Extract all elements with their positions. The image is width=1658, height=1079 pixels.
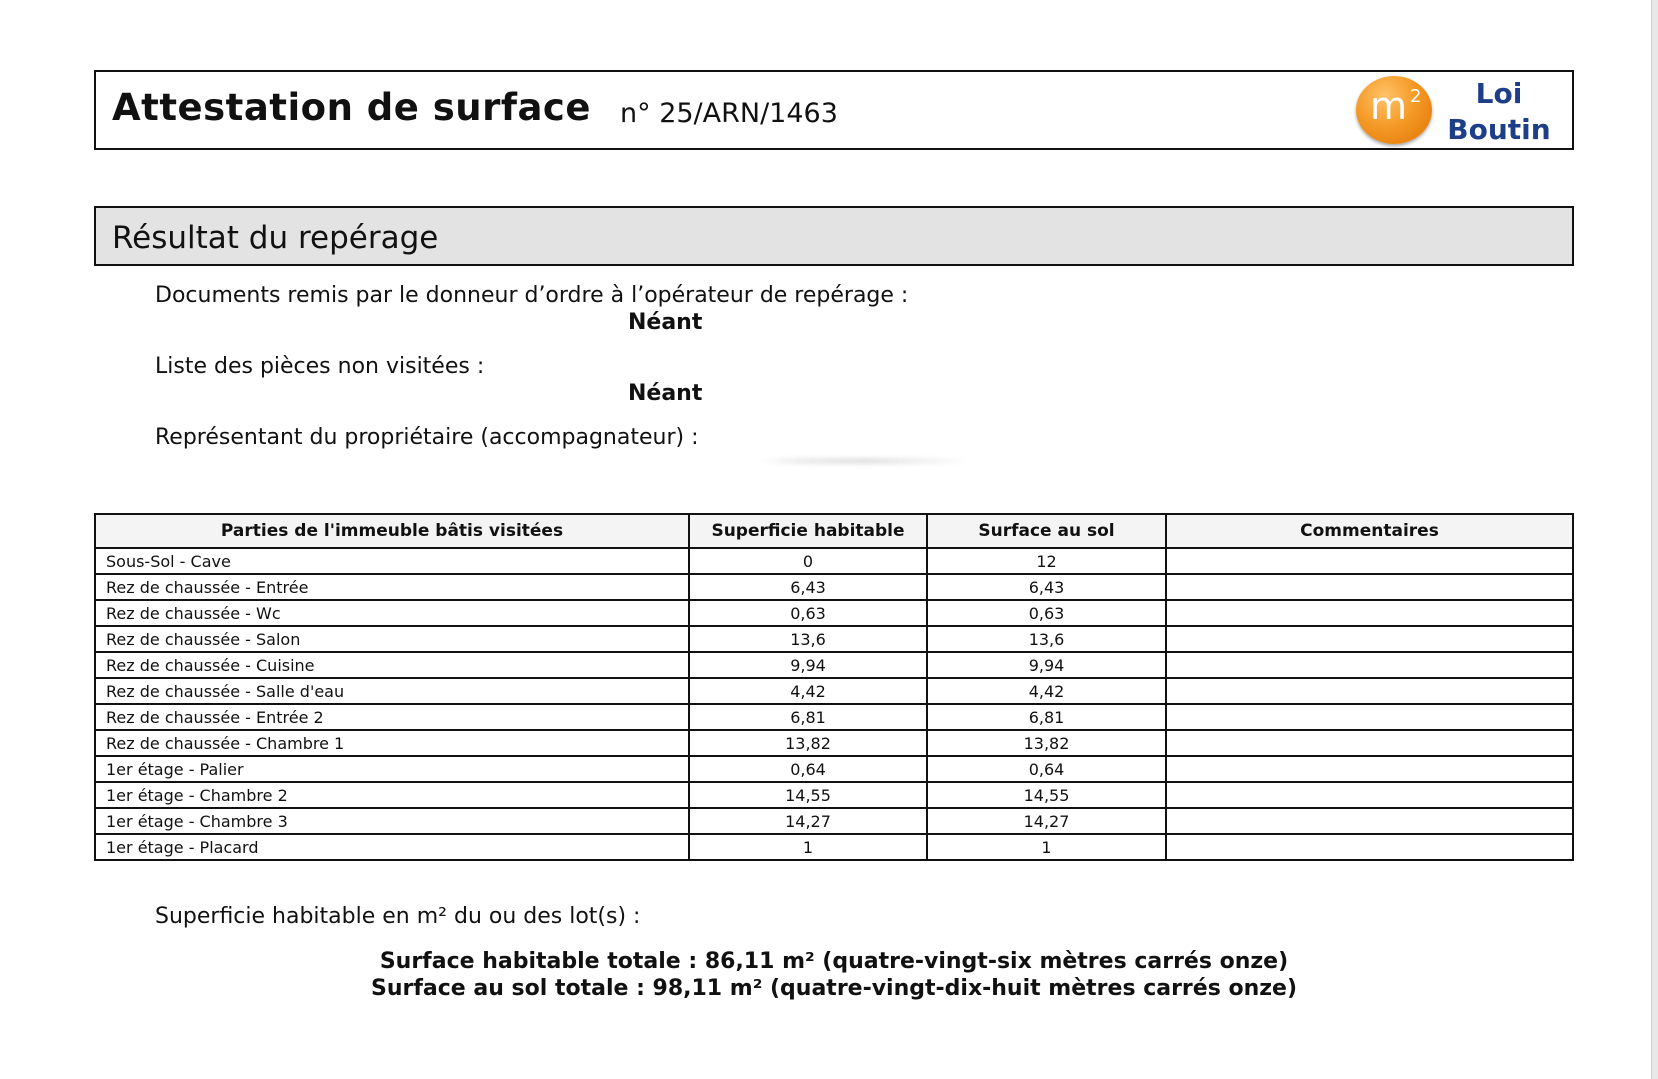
non-visited-label: Liste des pièces non visitées : — [155, 354, 485, 379]
cell-habitable: 4,42 — [689, 678, 927, 704]
page-title: Attestation de surface — [112, 86, 591, 129]
total-habitable: Surface habitable totale : 86,11 m² (quatre-vingt-six mètres carrés onze) — [379, 949, 1289, 974]
cell-sol: 0,63 — [927, 600, 1166, 626]
cell-sol: 14,55 — [927, 782, 1166, 808]
table-row — [95, 626, 1573, 652]
section-title: Résultat du repérage — [112, 220, 439, 256]
cell-sol: 6,81 — [927, 704, 1166, 730]
cell-part: Rez de chaussée - Wc — [95, 600, 689, 626]
cell-comment — [1166, 600, 1573, 626]
scrollbar-edge[interactable] — [1651, 0, 1658, 1079]
cell-part: 1er étage - Palier — [95, 756, 689, 782]
cell-part: Rez de chaussée - Salle d'eau — [95, 678, 689, 704]
cell-sol: 13,82 — [927, 730, 1166, 756]
table-row — [95, 808, 1573, 834]
redacted-representative — [760, 458, 970, 464]
cell-part: Rez de chaussée - Cuisine — [95, 652, 689, 678]
logo-text — [1444, 76, 1554, 148]
table-header-row — [95, 514, 1573, 548]
cell-part: Rez de chaussée - Chambre 1 — [95, 730, 689, 756]
table-row — [95, 834, 1573, 860]
documents-label: Documents remis par le donneur d’ordre à l’opérateur de repérage : — [155, 283, 909, 308]
cell-comment — [1166, 808, 1573, 834]
header-habitable: Superficie habitable — [689, 514, 927, 548]
cell-sol: 13,6 — [927, 626, 1166, 652]
non-visited-value: Néant — [628, 381, 703, 406]
cell-habitable: 1 — [689, 834, 927, 860]
surfaces-table — [94, 513, 1574, 861]
cell-habitable: 0,63 — [689, 600, 927, 626]
table-row — [95, 652, 1573, 678]
title-header — [94, 70, 1574, 150]
table-row — [95, 782, 1573, 808]
section-header — [94, 206, 1574, 266]
cell-part: Sous-Sol - Cave — [95, 548, 689, 574]
cell-sol: 9,94 — [927, 652, 1166, 678]
cell-comment — [1166, 782, 1573, 808]
table-row — [95, 704, 1573, 730]
cell-part: Rez de chaussée - Entrée 2 — [95, 704, 689, 730]
table-row — [95, 548, 1573, 574]
cell-habitable: 14,55 — [689, 782, 927, 808]
logo-line-1: Loi — [1475, 77, 1523, 110]
logo-line-2: Boutin — [1447, 113, 1551, 146]
cell-comment — [1166, 548, 1573, 574]
cell-part: 1er étage - Chambre 3 — [95, 808, 689, 834]
cell-comment — [1166, 678, 1573, 704]
cell-part: Rez de chaussée - Salon — [95, 626, 689, 652]
cell-habitable: 0 — [689, 548, 927, 574]
cell-comment — [1166, 626, 1573, 652]
cell-comment — [1166, 652, 1573, 678]
cell-sol: 0,64 — [927, 756, 1166, 782]
cell-part: 1er étage - Chambre 2 — [95, 782, 689, 808]
cell-habitable: 6,81 — [689, 704, 927, 730]
table-row — [95, 574, 1573, 600]
cell-comment — [1166, 756, 1573, 782]
cell-sol: 14,27 — [927, 808, 1166, 834]
table-row — [95, 756, 1573, 782]
table-row — [95, 600, 1573, 626]
table-row — [95, 730, 1573, 756]
cell-habitable: 6,43 — [689, 574, 927, 600]
cell-habitable: 13,6 — [689, 626, 927, 652]
header-parts: Parties de l'immeuble bâtis visitées — [95, 514, 689, 548]
cell-comment — [1166, 574, 1573, 600]
cell-habitable: 14,27 — [689, 808, 927, 834]
cell-sol: 1 — [927, 834, 1166, 860]
cell-part: Rez de chaussée - Entrée — [95, 574, 689, 600]
summary-label: Superficie habitable en m² du ou des lot(s) : — [155, 904, 641, 929]
table-row — [95, 678, 1573, 704]
header-sol: Surface au sol — [927, 514, 1166, 548]
cell-habitable: 9,94 — [689, 652, 927, 678]
cell-habitable: 13,82 — [689, 730, 927, 756]
cell-sol: 12 — [927, 548, 1166, 574]
cell-comment — [1166, 834, 1573, 860]
logo-m-letter: m — [1370, 84, 1408, 128]
header-comments: Commentaires — [1166, 514, 1573, 548]
cell-comment — [1166, 704, 1573, 730]
cell-sol: 6,43 — [927, 574, 1166, 600]
representative-label: Représentant du propriétaire (accompagnateur) : — [155, 425, 699, 450]
m2-logo-icon — [1356, 76, 1432, 144]
cell-comment — [1166, 730, 1573, 756]
attestation-number: n° 25/ARN/1463 — [620, 98, 838, 129]
documents-value: Néant — [628, 310, 703, 335]
logo-superscript: 2 — [1410, 86, 1422, 107]
cell-habitable: 0,64 — [689, 756, 927, 782]
cell-part: 1er étage - Placard — [95, 834, 689, 860]
total-sol: Surface au sol totale : 98,11 m² (quatre-vingt-dix-huit mètres carrés onze) — [370, 976, 1298, 1001]
cell-sol: 4,42 — [927, 678, 1166, 704]
